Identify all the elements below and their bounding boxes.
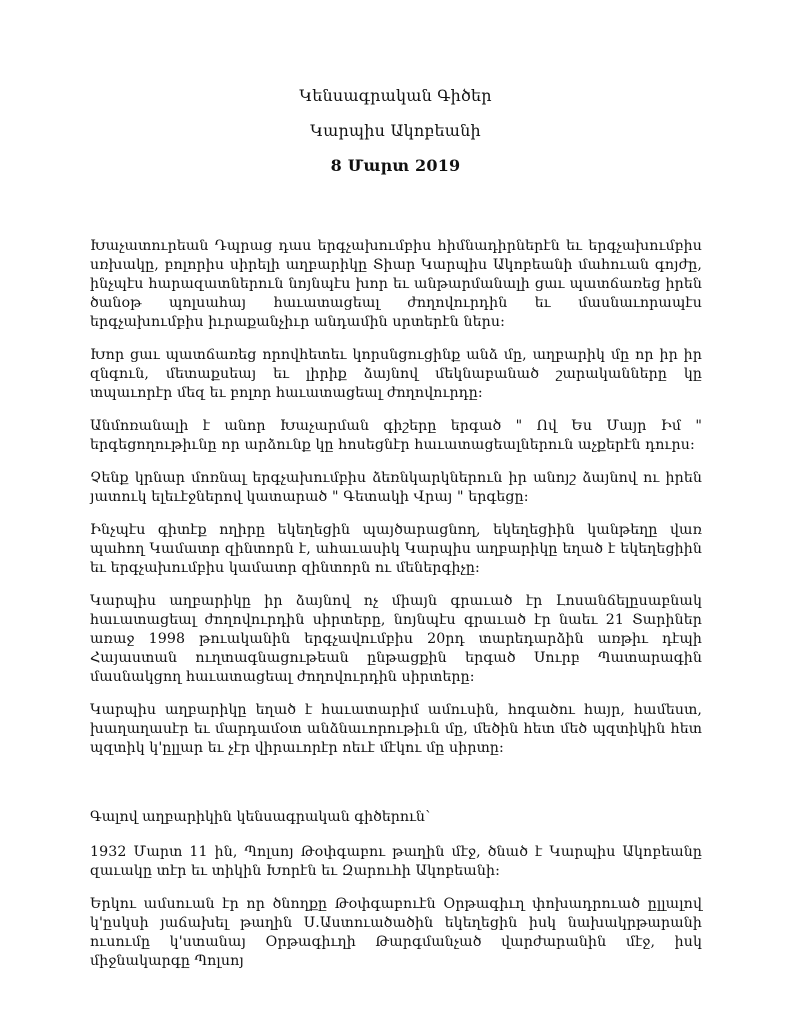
document-header	[0, 86, 791, 191]
paragraph: Ինչպէս գիտէք ողիրը եկեղեցին պայծարացնող, եկեղեցիին կանթեղը վառ պահող Կամատր զինտորն է, ահաւասիկ Կարպիս աղբարիկը եղած է եկեղեցիին եւ երգչախումբիս կամատր զինտորն ու մեներգիչը։	[90, 522, 702, 576]
section-heading: Գալով աղբարիկին կենսագրական գիծերուն՝	[90, 809, 431, 825]
subject-name: Կարպիս Ակոբեանի	[310, 121, 481, 140]
paragraph: Խաչատուրեան Դպրաց դաս երգչախումբիս հիմնադիրներէն եւ երգչախումբիս սռխակը, բոլորիս սիրելի աղբարիկը Տիար Կարպիս Ակոբեանի մահուան գոյժը, ինչպէս հարազատներուն նոյնպէս խոր եւ անթարմանալի ցաւ պատճառեց իրեն ծանօթ պոլսահայ հաւատացեալ ժողովուրդին եւ մասնաւորապէս երգչախումբիս իւրաքանչիւր անդամին սրտերէն ներս։	[90, 238, 702, 330]
section-spacer	[90, 772, 702, 808]
paragraph: Խոր ցաւ պատճառեց որովհետեւ կորսնցուցինք անձ մը, աղբարիկ մը որ իր իր զնգուն, մետաքսեայ եւ լիրիք ձայնով մեկնաբանած շարականները կը տպաւորէր մեզ եւ բոլոր հաւատացեալ ժողովուրդը։	[90, 347, 702, 401]
paragraph: Կարպիս աղբարիկը եղած է հաւատարիմ ամուսին, հոգածու հայր, համեստ, խաղաղասէր եւ մարդամօտ անձնաւորութիւն մը, մեծին հետ մեծ պզտիկին հետ պզտիկ կ'ըլլար եւ չէր վիրաւորէր ոեւէ մէկու մը սիրտը։	[90, 702, 702, 756]
document-date: 8 Մարտ 2019	[330, 156, 461, 175]
paragraph: Անմոռանալի է անոր Խաչարման գիշերը երգած " Ով Ես Մայր Իմ " երգեցողութիւնը որ արձունք կը հոսեցնէր հաւատացեալներուն աչքերէն դուրս։	[90, 418, 702, 453]
paragraph: Կարպիս աղբարիկը իր ձայնով ոչ միայն գրաւած էր Լոսանճելըսաբնակ հաւատացեալ ժողովուրդին սիրտերը, նոյնպէս գրաւած էր նաեւ 21 Տարիներ առաջ 1998 թուականին երգչավումբիս 20րդ տարեդարձին առթիւ դէպի Հայաստան ուղտագնացութեան ընթացքին երգած Սուրբ Պատարագին մասնակցող հաւատացեալ ժողովուրդին սիրտերը։	[90, 593, 702, 685]
bio-paragraph: Երկու ամսուան էր որ ծնողքը Թօփգաբուէն Օրթագիւղ փոխադրուած ըլլալով կ'ըսկսի յաճախել թաղին Ս.Աստուածածին եկեղեցին իսկ նախակրթարանի ուսումը կ'ստանայ Օրթագիւղի Թարգմանչած վարժարանին մէջ, իսկ միջնակարգը Պոլսոյ	[90, 896, 702, 969]
paragraph: Չենք կրնար մոռնալ երգչախումբիս ձեռնկարկներուն իր անոյշ ձայնով ու իրեն յատուկ ելեւէջներով կատարած " Գետակի Վրայ " երգեցը։	[90, 470, 702, 505]
bio-paragraph: 1932 Մարտ 11 ին, Պոլսոյ Թօփգաբու թաղին մէջ, ծնած է Կարպիս Ակոբեանը զաւակը տէր եւ տիկին Խորէն եւ Զարուհի Ակոբեանի։	[90, 844, 702, 879]
document-body	[90, 237, 702, 985]
document-title: Կենսագրական Գիծեր	[299, 86, 492, 105]
